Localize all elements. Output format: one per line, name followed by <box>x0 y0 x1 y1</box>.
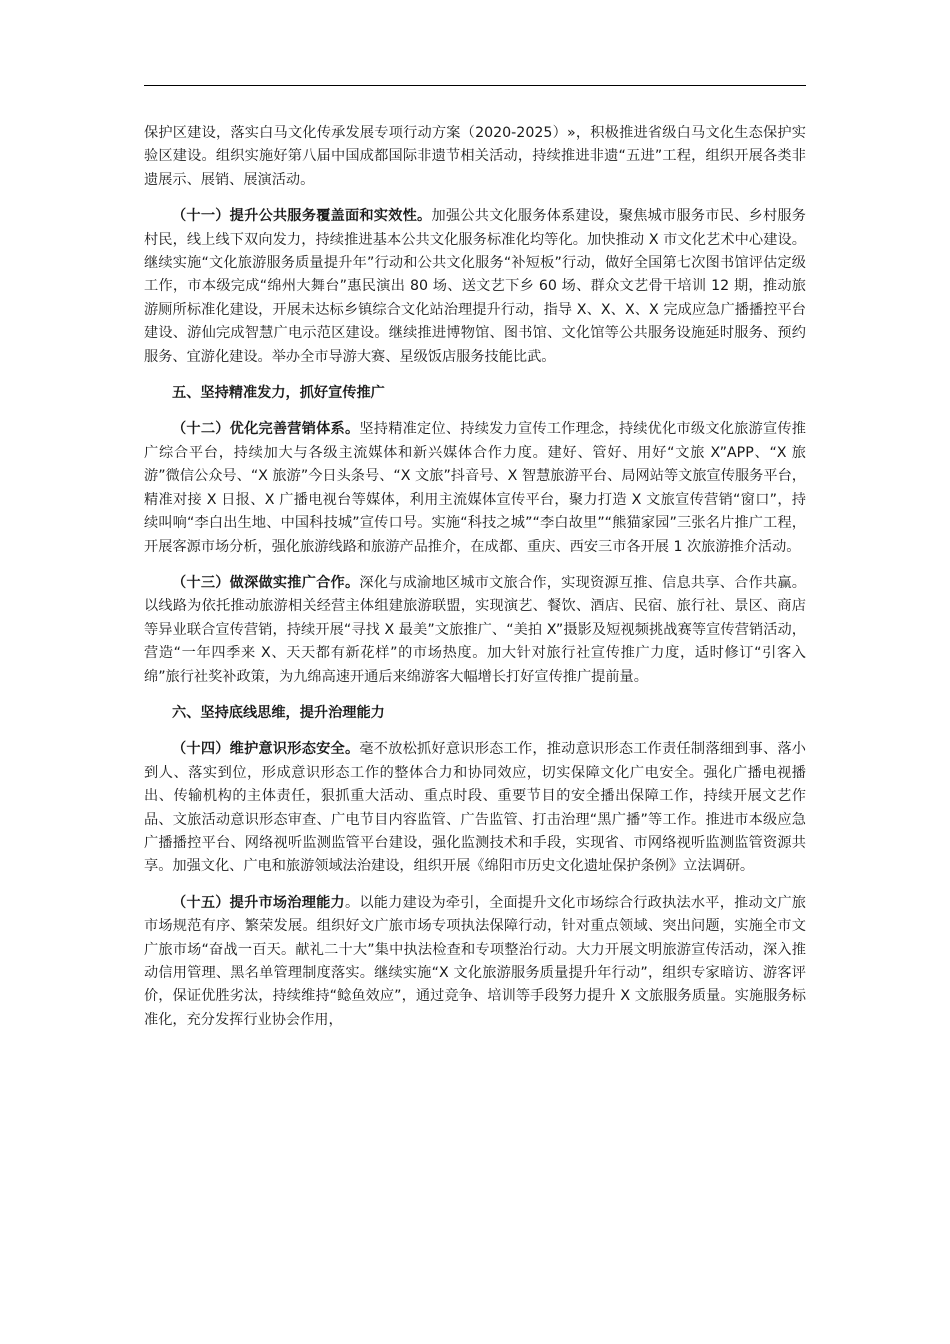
paragraph-body: 毫不放松抓好意识形态工作，推动意识形态工作责任制落细到事、落小到人、落实到位，形成意识形态工作的整体合力和协同效应，切实保障文化广电安全。强化广播电视播出、传输机构的主体责任，狠抓重大活动、重点时段、重要节目的安全播出保障工作，持续开展文艺作品、文旅活动意识形态审查、广电节目内容监管、广告监管、打击治理“黑广播”等工作。推进市本级应急广播播控平台、网络视听监测监管平台建设，强化监测技术和手段，实现省、市网络视听监测监管资源共享。加强文化、广电和旅游领域法治建设，组织开展《绵阳市历史文化遗址保护条例》立法调研。 <box>144 741 806 875</box>
paragraph-market-governance <box>144 892 806 1032</box>
document-body <box>144 122 806 1045</box>
paragraph-body: 加强公共文化服务体系建设，聚焦城市服务市民、乡村服务村民，线上线下双向发力，持续推进基本公共文化服务标准化均等化。加快推动 X 市文化艺术中心建设。继续实施“文化旅游服务质量提升年”行动和公共文化服务“补短板”行动，做好全国第七次图书馆评估定级工作，市本级完成“绵州大舞台”惠民演出 80 场、送文艺下乡 60 场、群众文艺骨干培训 12 期，推动旅游厕所标准化建设，开展未达标乡镇综合文化站治理提升行动，指导 X、X、X、X 完成应急广播播控平台建设、游仙完成智慧广电示范区建设。继续推进博物馆、图书馆、文化馆等公共服务设施延时服务、预约服务、宜游化建设。举办全市导游大赛、星级饭店服务技能比武。 <box>144 208 806 365</box>
paragraph-lead: （十二）优化完善营销体系。 <box>172 421 360 438</box>
section-heading-governance: 六、坚持底线思维，提升治理能力 <box>172 704 385 721</box>
paragraph-ideology-security <box>144 738 806 878</box>
paragraph-lead: （十四）维护意识形态安全。 <box>172 741 360 758</box>
paragraph-intangible-heritage <box>144 122 806 192</box>
paragraph-body: 深化与成渝地区城市文旅合作，实现资源互推、信息共享、合作共赢。以线路为依托推动旅游相关经营主体组建旅游联盟，实现演艺、餐饮、酒店、民宿、旅行社、景区、商店等异业联合宣传营销，持续开展“寻找 X 最美”文旅推广、“美拍 X”摄影及短视频挑战赛等宣传营销活动，营造“一年四季来 X、天天都有新花样”的市场热度。加大针对旅行社宣传推广力度，适时修订“引客入绵”旅行社奖补政策，为九绵高速开通后来绵游客大幅增长打好宣传推广提前量。 <box>144 574 806 685</box>
paragraph-body: 坚持精准定位、持续发力宣传工作理念，持续优化市级文化旅游宣传推广综合平台，持续加大与各级主流媒体和新兴媒体合作力度。建好、管好、用好“文旅 X”APP、“X 旅游”微信公众号、“X 旅游”今日头条号、“X 文旅”抖音号、X 智慧旅游平台、局网站等文旅宣传服务平台，精准对接 X 日报、X 广播电视台等媒体，利用主流媒体宣传平台，聚力打造 X 文旅宣传营销“窗口”，持续叫响“李白出生地、中国科技城”宣传口号。实施“科技之城”“李白故里”“熊猫家园”三张名片推广工程，开展客源市场分析，强化旅游线路和旅游产品推介，在成都、重庆、西安三市各开展 1 次旅游推介活动。 <box>144 421 806 555</box>
paragraph-body: 保护区建设，落实白马文化传承发展专项行动方案（2020-2025）»，积极推进省级白马文化生态保护实验区建设。组织实施好第八届中国成都国际非遗节相关活动，持续推进非遗“五进”工程，组织开展各类非遗展示、展销、展演活动。 <box>144 125 806 188</box>
paragraph-promotion-cooperation <box>144 572 806 689</box>
paragraph-public-service <box>144 205 806 369</box>
paragraph-lead: （十三）做深做实推广合作。 <box>172 574 360 591</box>
header-rule <box>144 85 806 86</box>
paragraph-lead: （十一）提升公共服务覆盖面和实效性。 <box>172 208 432 225</box>
paragraph-lead: （十五）提升市场治理能力 <box>172 894 345 911</box>
paragraph-marketing-system <box>144 418 806 558</box>
paragraph-body: 。以能力建设为牵引，全面提升文化市场综合行政执法水平，推动文广旅市场规范有序、繁荣发展。组织好文广旅市场专项执法保障行动，针对重点领域、突出问题，实施全市文广旅市场“奋战一百天。献礼二十大”集中执法检查和专项整治行动。大力开展文明旅游宣传活动，深入推动信用管理、黑名单管理制度落实。继续实施“X 文化旅游服务质量提升年行动”，组织专家暗访、游客评价，保证优胜劣汰，持续维持“鲶鱼效应”，通过竞争、培训等手段努力提升 X 文旅服务质量。实施服务标准化，充分发挥行业协会作用， <box>144 894 806 1028</box>
section-heading-promotion: 五、坚持精准发力，抓好宣传推广 <box>172 385 385 402</box>
